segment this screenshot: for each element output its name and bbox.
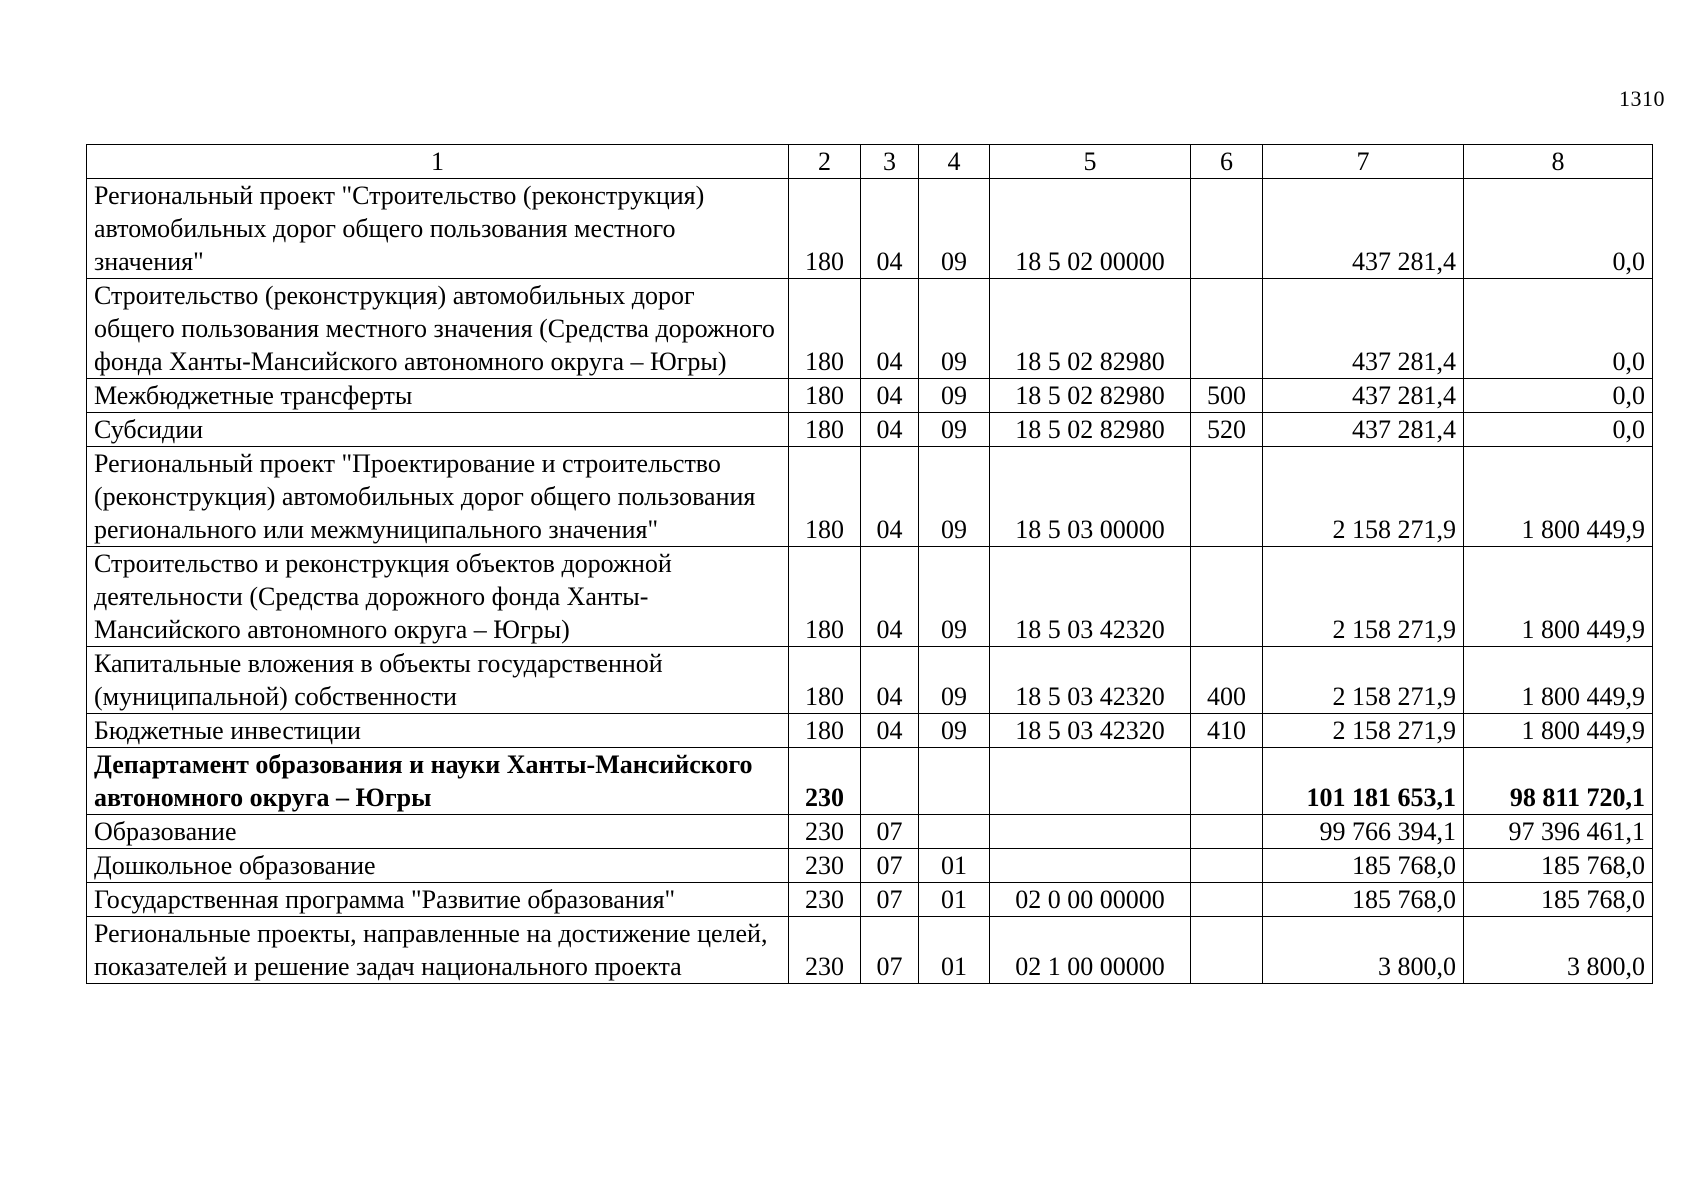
table-row	[87, 379, 1653, 413]
col-8-amount: 1 800 449,9	[1464, 447, 1653, 547]
col-4-value: 01	[919, 883, 990, 917]
col-4-value: 01	[919, 917, 990, 984]
col-5-value: 18 5 03 42320	[990, 647, 1191, 714]
col-3-value: 04	[861, 714, 919, 748]
col-7-amount: 437 281,4	[1263, 279, 1464, 379]
col-2-value: 230	[789, 815, 861, 849]
col-8-amount: 1 800 449,9	[1464, 547, 1653, 647]
col-5-value: 18 5 02 82980	[990, 279, 1191, 379]
col-7-amount: 2 158 271,9	[1263, 647, 1464, 714]
row-name: Региональный проект "Проектирование и строительство (реконструкция) автомобильных дорог общего пользования регионального или межмуниципального значения"	[87, 447, 789, 547]
col-8-amount: 0,0	[1464, 413, 1653, 447]
col-7-amount: 437 281,4	[1263, 413, 1464, 447]
col-5-value: 18 5 02 00000	[990, 179, 1191, 279]
col-6-value: 500	[1191, 379, 1263, 413]
col-5-value: 18 5 02 82980	[990, 413, 1191, 447]
row-name: Межбюджетные трансферты	[87, 379, 789, 413]
row-name: Региональные проекты, направленные на достижение целей, показателей и решение задач национального проекта	[87, 917, 789, 984]
col-2-value: 180	[789, 279, 861, 379]
col-3-value: 04	[861, 413, 919, 447]
col-7-amount: 2 158 271,9	[1263, 447, 1464, 547]
header-col-4: 4	[919, 145, 990, 179]
col-8-amount: 0,0	[1464, 379, 1653, 413]
col-6-value	[1191, 179, 1263, 279]
header-col-1: 1	[87, 145, 789, 179]
col-5-value: 18 5 03 00000	[990, 447, 1191, 547]
col-2-value: 180	[789, 647, 861, 714]
table-row	[87, 179, 1653, 279]
col-4-value: 01	[919, 849, 990, 883]
col-8-amount: 1 800 449,9	[1464, 714, 1653, 748]
col-5-value: 02 0 00 00000	[990, 883, 1191, 917]
col-2-value: 230	[789, 849, 861, 883]
col-4-value: 09	[919, 714, 990, 748]
table-row	[87, 815, 1653, 849]
col-2-value: 180	[789, 447, 861, 547]
table-row	[87, 447, 1653, 547]
col-3-value: 04	[861, 447, 919, 547]
col-4-value: 09	[919, 547, 990, 647]
col-7-amount: 185 768,0	[1263, 883, 1464, 917]
row-name: Дошкольное образование	[87, 849, 789, 883]
col-3-value: 04	[861, 379, 919, 413]
table-row	[87, 547, 1653, 647]
col-2-value: 180	[789, 547, 861, 647]
col-6-value: 520	[1191, 413, 1263, 447]
budget-table	[86, 144, 1653, 984]
table-row	[87, 849, 1653, 883]
col-2-value: 230	[789, 917, 861, 984]
col-5-value	[990, 815, 1191, 849]
col-4-value: 09	[919, 279, 990, 379]
col-3-value	[861, 748, 919, 815]
col-2-value: 180	[789, 413, 861, 447]
page-number: 1310	[1619, 86, 1665, 111]
col-4-value: 09	[919, 647, 990, 714]
header-row	[87, 145, 1653, 179]
col-7-amount: 2 158 271,9	[1263, 714, 1464, 748]
col-6-value	[1191, 279, 1263, 379]
col-5-value: 02 1 00 00000	[990, 917, 1191, 984]
table-body	[87, 179, 1653, 984]
col-4-value: 09	[919, 379, 990, 413]
col-8-amount: 185 768,0	[1464, 849, 1653, 883]
col-7-amount: 437 281,4	[1263, 179, 1464, 279]
row-name: Строительство и реконструкция объектов дорожной деятельности (Средства дорожного фонда Ханты-Мансийского автономного округа – Югры)	[87, 547, 789, 647]
table-row	[87, 883, 1653, 917]
col-8-amount: 185 768,0	[1464, 883, 1653, 917]
col-2-value: 230	[789, 748, 861, 815]
col-8-amount: 0,0	[1464, 179, 1653, 279]
col-4-value: 09	[919, 447, 990, 547]
col-7-amount: 437 281,4	[1263, 379, 1464, 413]
col-3-value: 07	[861, 849, 919, 883]
col-2-value: 180	[789, 714, 861, 748]
col-7-amount: 3 800,0	[1263, 917, 1464, 984]
col-5-value	[990, 849, 1191, 883]
row-name: Региональный проект "Строительство (реконструкция) автомобильных дорог общего пользования местного значения"	[87, 179, 789, 279]
col-8-amount: 3 800,0	[1464, 917, 1653, 984]
col-6-value: 410	[1191, 714, 1263, 748]
header-col-8: 8	[1464, 145, 1653, 179]
col-4-value: 09	[919, 179, 990, 279]
header-col-6: 6	[1191, 145, 1263, 179]
header-col-3: 3	[861, 145, 919, 179]
col-6-value	[1191, 547, 1263, 647]
row-name: Субсидии	[87, 413, 789, 447]
table-row	[87, 748, 1653, 815]
col-3-value: 07	[861, 883, 919, 917]
col-3-value: 04	[861, 547, 919, 647]
col-8-amount: 97 396 461,1	[1464, 815, 1653, 849]
row-name: Образование	[87, 815, 789, 849]
col-6-value: 400	[1191, 647, 1263, 714]
col-6-value	[1191, 883, 1263, 917]
col-2-value: 230	[789, 883, 861, 917]
row-name: Строительство (реконструкция) автомобильных дорог общего пользования местного значения (Средства дорожного фонда Ханты-Мансийского автономного округа – Югры)	[87, 279, 789, 379]
col-5-value: 18 5 03 42320	[990, 714, 1191, 748]
table-row	[87, 279, 1653, 379]
col-8-amount: 98 811 720,1	[1464, 748, 1653, 815]
col-3-value: 07	[861, 917, 919, 984]
col-7-amount: 101 181 653,1	[1263, 748, 1464, 815]
col-4-value	[919, 815, 990, 849]
row-name: Государственная программа "Развитие образования"	[87, 883, 789, 917]
col-4-value	[919, 748, 990, 815]
col-5-value: 18 5 03 42320	[990, 547, 1191, 647]
col-7-amount: 2 158 271,9	[1263, 547, 1464, 647]
col-3-value: 04	[861, 647, 919, 714]
col-8-amount: 0,0	[1464, 279, 1653, 379]
col-3-value: 04	[861, 179, 919, 279]
table-row	[87, 917, 1653, 984]
col-7-amount: 185 768,0	[1263, 849, 1464, 883]
col-2-value: 180	[789, 179, 861, 279]
row-name: Бюджетные инвестиции	[87, 714, 789, 748]
col-7-amount: 99 766 394,1	[1263, 815, 1464, 849]
col-3-value: 04	[861, 279, 919, 379]
col-6-value	[1191, 748, 1263, 815]
table-row	[87, 413, 1653, 447]
header-col-5: 5	[990, 145, 1191, 179]
col-8-amount: 1 800 449,9	[1464, 647, 1653, 714]
row-name: Департамент образования и науки Ханты-Мансийского автономного округа – Югры	[87, 748, 789, 815]
table-row	[87, 647, 1653, 714]
header-col-2: 2	[789, 145, 861, 179]
col-6-value	[1191, 447, 1263, 547]
col-3-value: 07	[861, 815, 919, 849]
col-6-value	[1191, 917, 1263, 984]
col-5-value: 18 5 02 82980	[990, 379, 1191, 413]
col-6-value	[1191, 815, 1263, 849]
col-2-value: 180	[789, 379, 861, 413]
col-6-value	[1191, 849, 1263, 883]
col-4-value: 09	[919, 413, 990, 447]
row-name: Капитальные вложения в объекты государственной (муниципальной) собственности	[87, 647, 789, 714]
col-5-value	[990, 748, 1191, 815]
table-row	[87, 714, 1653, 748]
header-col-7: 7	[1263, 145, 1464, 179]
